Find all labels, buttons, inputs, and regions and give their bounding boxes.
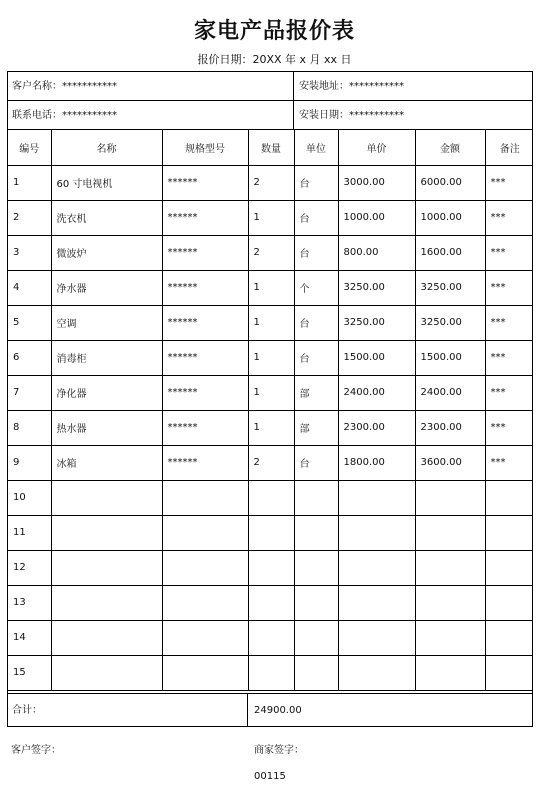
cell-unit-price [338, 655, 415, 690]
cell-unit-price [338, 620, 415, 655]
cell-unit: 个 [294, 270, 338, 305]
cell-amount [415, 550, 485, 585]
table-row [8, 165, 533, 200]
cell-remark [485, 515, 533, 550]
cell-no: 9 [8, 445, 51, 480]
cell-quantity: 2 [248, 165, 294, 200]
cell-remark [485, 620, 533, 655]
cell-model: ****** [162, 305, 248, 340]
cell-name [51, 515, 162, 550]
cell-quantity [248, 515, 294, 550]
cell-unit-price: 3250.00 [338, 270, 415, 305]
cell-amount: 3250.00 [415, 270, 485, 305]
quote-sheet [7, 71, 533, 727]
cell-no: 11 [8, 515, 51, 550]
table-row [8, 445, 533, 480]
cell-unit: 台 [294, 445, 338, 480]
cell-model: ****** [162, 200, 248, 235]
cell-model: ****** [162, 235, 248, 270]
cell-unit: 部 [294, 410, 338, 445]
cell-quantity: 2 [248, 235, 294, 270]
header-cell-no: 编号 [8, 130, 51, 165]
cell-model: ****** [162, 270, 248, 305]
cell-name: 洗衣机 [51, 200, 162, 235]
header-cell-amount: 金额 [415, 130, 485, 165]
cell-remark: *** [485, 270, 533, 305]
total-value: 24900.00 [254, 705, 302, 716]
cell-name: 消毒柜 [51, 340, 162, 375]
cell-unit-price: 1500.00 [338, 340, 415, 375]
cell-model: ****** [162, 410, 248, 445]
cell-unit [294, 655, 338, 690]
merchant-signature-label: 商家签字： [254, 745, 304, 756]
table-row [8, 270, 533, 305]
cell-unit: 台 [294, 340, 338, 375]
cell-unit-price: 1000.00 [338, 200, 415, 235]
cell-quantity [248, 585, 294, 620]
cell-amount: 3250.00 [415, 305, 485, 340]
cell-remark: *** [485, 165, 533, 200]
cell-no: 13 [8, 585, 51, 620]
table-row [8, 340, 533, 375]
cell-model: ****** [162, 375, 248, 410]
cell-unit-price: 1800.00 [338, 445, 415, 480]
cell-name: 空调 [51, 305, 162, 340]
cell-model: ****** [162, 165, 248, 200]
install-date-field: 安装日期：*********** [299, 110, 404, 121]
cell-amount: 6000.00 [415, 165, 485, 200]
cell-amount: 1500.00 [415, 340, 485, 375]
table-row [8, 235, 533, 270]
cell-quantity [248, 480, 294, 515]
cell-quantity: 1 [248, 200, 294, 235]
header-cell-model: 规格型号 [162, 130, 248, 165]
product-table [8, 130, 533, 691]
header-cell-remark: 备注 [485, 130, 533, 165]
cell-quantity: 1 [248, 270, 294, 305]
cell-unit-price: 800.00 [338, 235, 415, 270]
cell-no: 12 [8, 550, 51, 585]
cell-unit [294, 585, 338, 620]
cell-quantity [248, 620, 294, 655]
cell-quantity [248, 550, 294, 585]
cell-amount [415, 515, 485, 550]
cell-unit-price [338, 550, 415, 585]
header-cell-unit: 单位 [294, 130, 338, 165]
customer-signature-label: 客户签字： [11, 745, 61, 756]
cell-amount [415, 585, 485, 620]
cell-remark: *** [485, 445, 533, 480]
document-title: 家电产品报价表 [193, 19, 355, 44]
cell-unit: 台 [294, 200, 338, 235]
cell-remark: *** [485, 235, 533, 270]
table-row [8, 620, 533, 655]
cell-remark: *** [485, 410, 533, 445]
cell-unit-price [338, 515, 415, 550]
info-row-contact [8, 101, 532, 130]
cell-no: 4 [8, 270, 51, 305]
header-cell-unit-price: 单价 [338, 130, 415, 165]
table-row [8, 515, 533, 550]
cell-model: ****** [162, 445, 248, 480]
cell-model [162, 550, 248, 585]
install-address-field: 安装地址：*********** [299, 81, 404, 92]
cell-no: 2 [8, 200, 51, 235]
cell-amount: 2400.00 [415, 375, 485, 410]
cell-name [51, 655, 162, 690]
cell-unit [294, 480, 338, 515]
cell-name: 60 寸电视机 [51, 165, 162, 200]
cell-quantity: 1 [248, 375, 294, 410]
table-body [8, 165, 533, 690]
cell-quantity [248, 655, 294, 690]
cell-quantity: 1 [248, 340, 294, 375]
cell-unit-price [338, 480, 415, 515]
header-cell-quantity: 数量 [248, 130, 294, 165]
cell-name: 微波炉 [51, 235, 162, 270]
cell-amount [415, 655, 485, 690]
cell-remark [485, 585, 533, 620]
cell-no: 3 [8, 235, 51, 270]
table-row [8, 585, 533, 620]
cell-remark [485, 550, 533, 585]
cell-no: 14 [8, 620, 51, 655]
cell-unit-price [338, 585, 415, 620]
cell-unit-price: 3250.00 [338, 305, 415, 340]
cell-unit-price: 3000.00 [338, 165, 415, 200]
cell-unit [294, 550, 338, 585]
table-row [8, 305, 533, 340]
cell-model [162, 655, 248, 690]
table-row [8, 200, 533, 235]
table-row [8, 410, 533, 445]
header-cell-name: 名称 [51, 130, 162, 165]
table-row [8, 480, 533, 515]
cell-no: 15 [8, 655, 51, 690]
cell-amount [415, 480, 485, 515]
cell-unit [294, 620, 338, 655]
cell-name: 冰箱 [51, 445, 162, 480]
cell-remark: *** [485, 340, 533, 375]
cell-amount [415, 620, 485, 655]
cell-no: 7 [8, 375, 51, 410]
table-row [8, 375, 533, 410]
quote-date: 报价日期：20XX 年 x 月 xx 日 [197, 53, 352, 66]
cell-no: 1 [8, 165, 51, 200]
cell-unit-price: 2400.00 [338, 375, 415, 410]
cell-model [162, 515, 248, 550]
total-row [8, 693, 533, 727]
table-header-row [8, 130, 533, 165]
cell-name [51, 480, 162, 515]
cell-model: ****** [162, 340, 248, 375]
cell-amount: 3600.00 [415, 445, 485, 480]
table-row [8, 655, 533, 690]
cell-model [162, 480, 248, 515]
cell-unit: 部 [294, 375, 338, 410]
total-label: 合计： [8, 694, 248, 727]
cell-no: 6 [8, 340, 51, 375]
cell-no: 10 [8, 480, 51, 515]
cell-no: 5 [8, 305, 51, 340]
cell-unit: 台 [294, 305, 338, 340]
table-row [8, 550, 533, 585]
cell-model [162, 620, 248, 655]
cell-unit: 台 [294, 165, 338, 200]
cell-quantity: 1 [248, 305, 294, 340]
contact-phone-field: 联系电话：*********** [8, 101, 294, 129]
cell-no: 8 [8, 410, 51, 445]
cell-quantity: 1 [248, 410, 294, 445]
customer-name-field: 客户名称：*********** [8, 72, 294, 100]
cell-remark [485, 655, 533, 690]
cell-remark: *** [485, 375, 533, 410]
cell-unit-price: 2300.00 [338, 410, 415, 445]
cell-name: 净水器 [51, 270, 162, 305]
cell-amount: 2300.00 [415, 410, 485, 445]
cell-unit [294, 515, 338, 550]
cell-name: 热水器 [51, 410, 162, 445]
cell-amount: 1000.00 [415, 200, 485, 235]
cell-remark: *** [485, 305, 533, 340]
cell-name [51, 585, 162, 620]
cell-name: 净化器 [51, 375, 162, 410]
document-code: 00115 [254, 771, 286, 782]
cell-quantity: 2 [248, 445, 294, 480]
cell-model [162, 585, 248, 620]
cell-remark: *** [485, 200, 533, 235]
cell-name [51, 620, 162, 655]
cell-amount: 1600.00 [415, 235, 485, 270]
cell-name [51, 550, 162, 585]
cell-unit: 台 [294, 235, 338, 270]
cell-remark [485, 480, 533, 515]
info-row-customer [8, 72, 532, 101]
